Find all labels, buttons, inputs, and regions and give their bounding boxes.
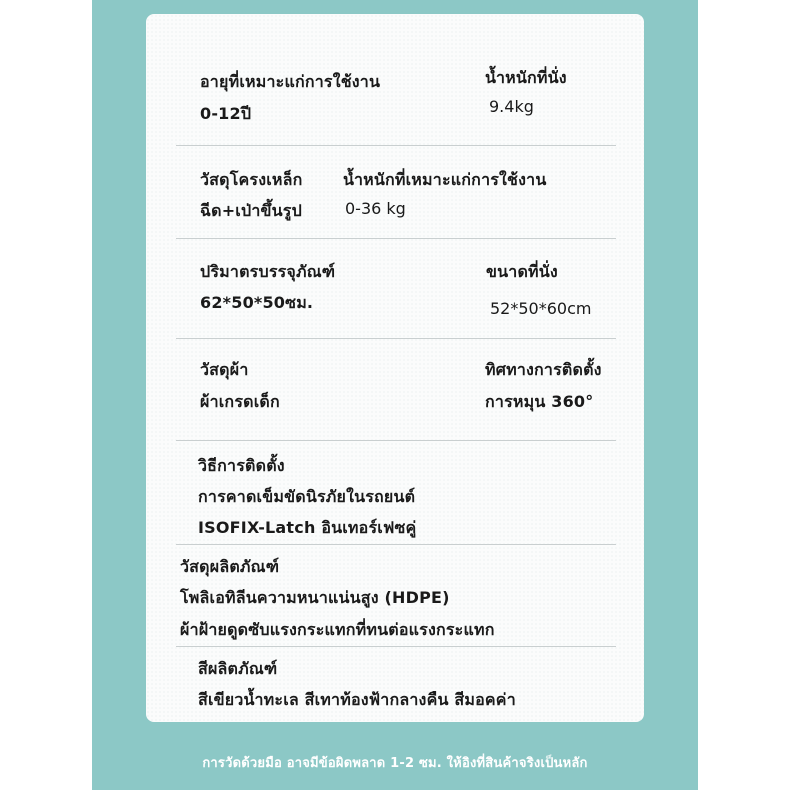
seat-size-value: 52*50*60cm <box>490 299 592 318</box>
frame-material-value: ฉีด+เป่าขึ้นรูป <box>200 201 302 220</box>
install-method-line: ISOFIX-Latch อินเทอร์เฟซคู่ <box>198 518 417 537</box>
install-method-line: การคาดเข็มขัดนิรภัยในรถยนต์ <box>198 487 416 506</box>
package-size-label: ปริมาตรบรรจุภัณฑ์ <box>200 262 336 281</box>
install-method-label: วิธีการติดตั้ง <box>198 456 285 475</box>
age-label: อายุที่เหมาะแก่การใช้งาน <box>200 72 381 91</box>
footer-note: การวัดด้วยมือ อาจมีข้อผิดพลาด 1-2 ซม. ให้อิงที่สินค้าจริงเป็นหลัก <box>202 756 588 771</box>
product-color-line: สีเขียวน้ำทะเล สีเทาท้องฟ้ากลางคืน สีมอคค่า <box>198 690 516 709</box>
divider <box>176 338 616 339</box>
install-direction-label: ทิศทางการติดตั้ง <box>485 360 602 379</box>
product-material-line: ผ้าฝ้ายดูดซับแรงกระแทกที่ทนต่อแรงกระแทก <box>180 620 495 639</box>
frame-material-label: วัสดุโครงเหล็ก <box>200 170 303 189</box>
install-direction-value: การหมุน 360° <box>485 392 594 411</box>
divider <box>176 646 616 647</box>
product-material-line: โพลิเอทิลีนความหนาแน่นสูง (HDPE) <box>180 588 450 607</box>
age-value: 0-12ปี <box>200 104 252 123</box>
divider <box>176 238 616 239</box>
product-color-label: สีผลิตภัณฑ์ <box>198 659 278 678</box>
divider <box>176 440 616 441</box>
suitable-weight-label: น้ำหนักที่เหมาะแก่การใช้งาน <box>343 170 547 189</box>
divider <box>176 145 616 146</box>
fabric-label: วัสดุผ้า <box>200 360 249 379</box>
divider <box>176 544 616 545</box>
suitable-weight-value: 0-36 kg <box>345 199 406 218</box>
fabric-value: ผ้าเกรดเด็ก <box>200 392 280 411</box>
seat-weight-value: 9.4kg <box>489 97 534 116</box>
seat-size-label: ขนาดที่นั่ง <box>486 262 558 281</box>
package-size-value: 62*50*50ซม. <box>200 293 314 312</box>
product-material-label: วัสดุผลิตภัณฑ์ <box>180 557 280 576</box>
seat-weight-label: น้ำหนักที่นั่ง <box>485 68 567 87</box>
